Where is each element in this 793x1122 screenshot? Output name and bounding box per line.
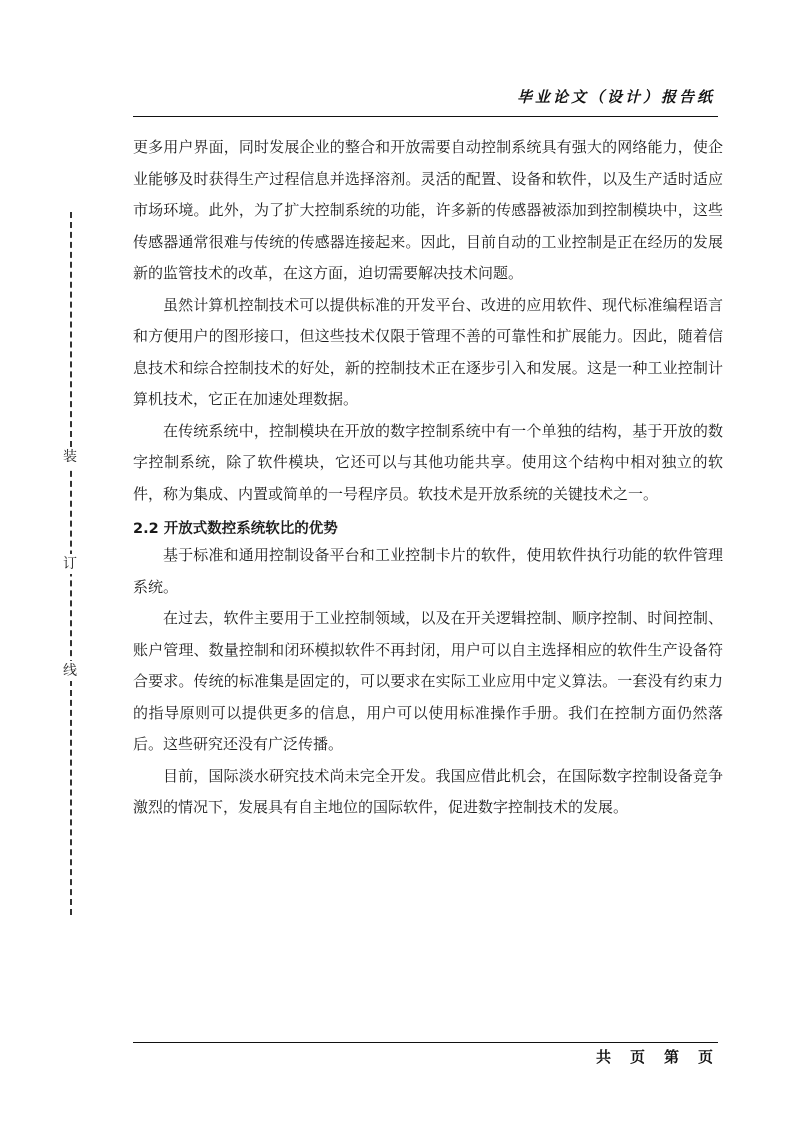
paragraph: 在传统系统中，控制模块在开放的数字控制系统中有一个单独的结构，基于开放的数字控制系统，除了软件模块，它还可以与其他功能共享。使用这个结构中相对独立的软件，称为集成、内置或简单的一号程序员。软技术是开放系统的关键技术之一。 bbox=[133, 421, 723, 503]
section-heading: 2.2 开放式数控系统软比的优势 bbox=[133, 521, 338, 537]
footer-page-label: 页 bbox=[630, 1048, 646, 1066]
footer-total-label: 共 bbox=[596, 1048, 612, 1066]
paragraph: 目前，国际淡水研究技术尚未完全开发。我国应借此机会，在国际数字控制设备竞争激烈的情况下，发展具有自主地位的国际软件，促进数字控制技术的发展。 bbox=[133, 766, 723, 816]
paragraph: 更多用户界面，同时发展企业的整合和开放需要自动控制系统具有强大的网络能力，使企业能够及时获得生产过程信息并选择溶剂。灵活的配置、设备和软件，以及生产适时适应市场环境。此外，为了扩大控制系统的功能，许多新的传感器被添加到控制模块中，这些传感器通常很难与传统的传感器连接起来。因此，目前自动的工业控制是正在经历的发展新的监管技术的改革，在这方面，迫切需要解决技术问题。 bbox=[133, 138, 723, 282]
paragraph: 在过去，软件主要用于工业控制领域，以及在开关逻辑控制、顺序控制、时间控制、账户管理、数量控制和闭环模拟软件不再封闭，用户可以自主选择相应的软件生产设备符合要求。传统的标准集是固定的，可以要求在实际工业应用中定义算法。一套没有约束力的指导原则可以提供更多的信息，用户可以使用标准操作手册。我们在控制方面仍然落后。这些研究还没有广泛传播。 bbox=[133, 609, 723, 753]
page-header-title: 毕业论文（设计）报告纸 bbox=[516, 88, 715, 106]
paragraph: 基于标准和通用控制设备平台和工业控制卡片的软件，使用软件执行功能的软件管理系统。 bbox=[133, 546, 723, 596]
header-divider bbox=[133, 116, 718, 117]
footer-number-label: 第 bbox=[664, 1048, 680, 1066]
paragraph: 虽然计算机控制技术可以提供标准的开发平台、改进的应用软件、现代标准编程语言和方便用户的图形接口，但这些技术仅限于管理不善的可靠性和扩展能力。因此，随着信息技术和综合控制技术的好处，新的控制技术正在逐步引入和发展。这是一种工业控制计算机技术，它正在加速处理数据。 bbox=[133, 295, 723, 408]
binding-char-ding: 订 bbox=[60, 554, 80, 574]
binding-char-xian: 线 bbox=[60, 661, 80, 681]
footer-divider bbox=[133, 1042, 718, 1043]
document-body bbox=[133, 132, 723, 824]
footer-page-label-2: 页 bbox=[698, 1048, 714, 1066]
binding-char-zhuang: 装 bbox=[60, 447, 80, 467]
page-footer bbox=[596, 1046, 732, 1067]
